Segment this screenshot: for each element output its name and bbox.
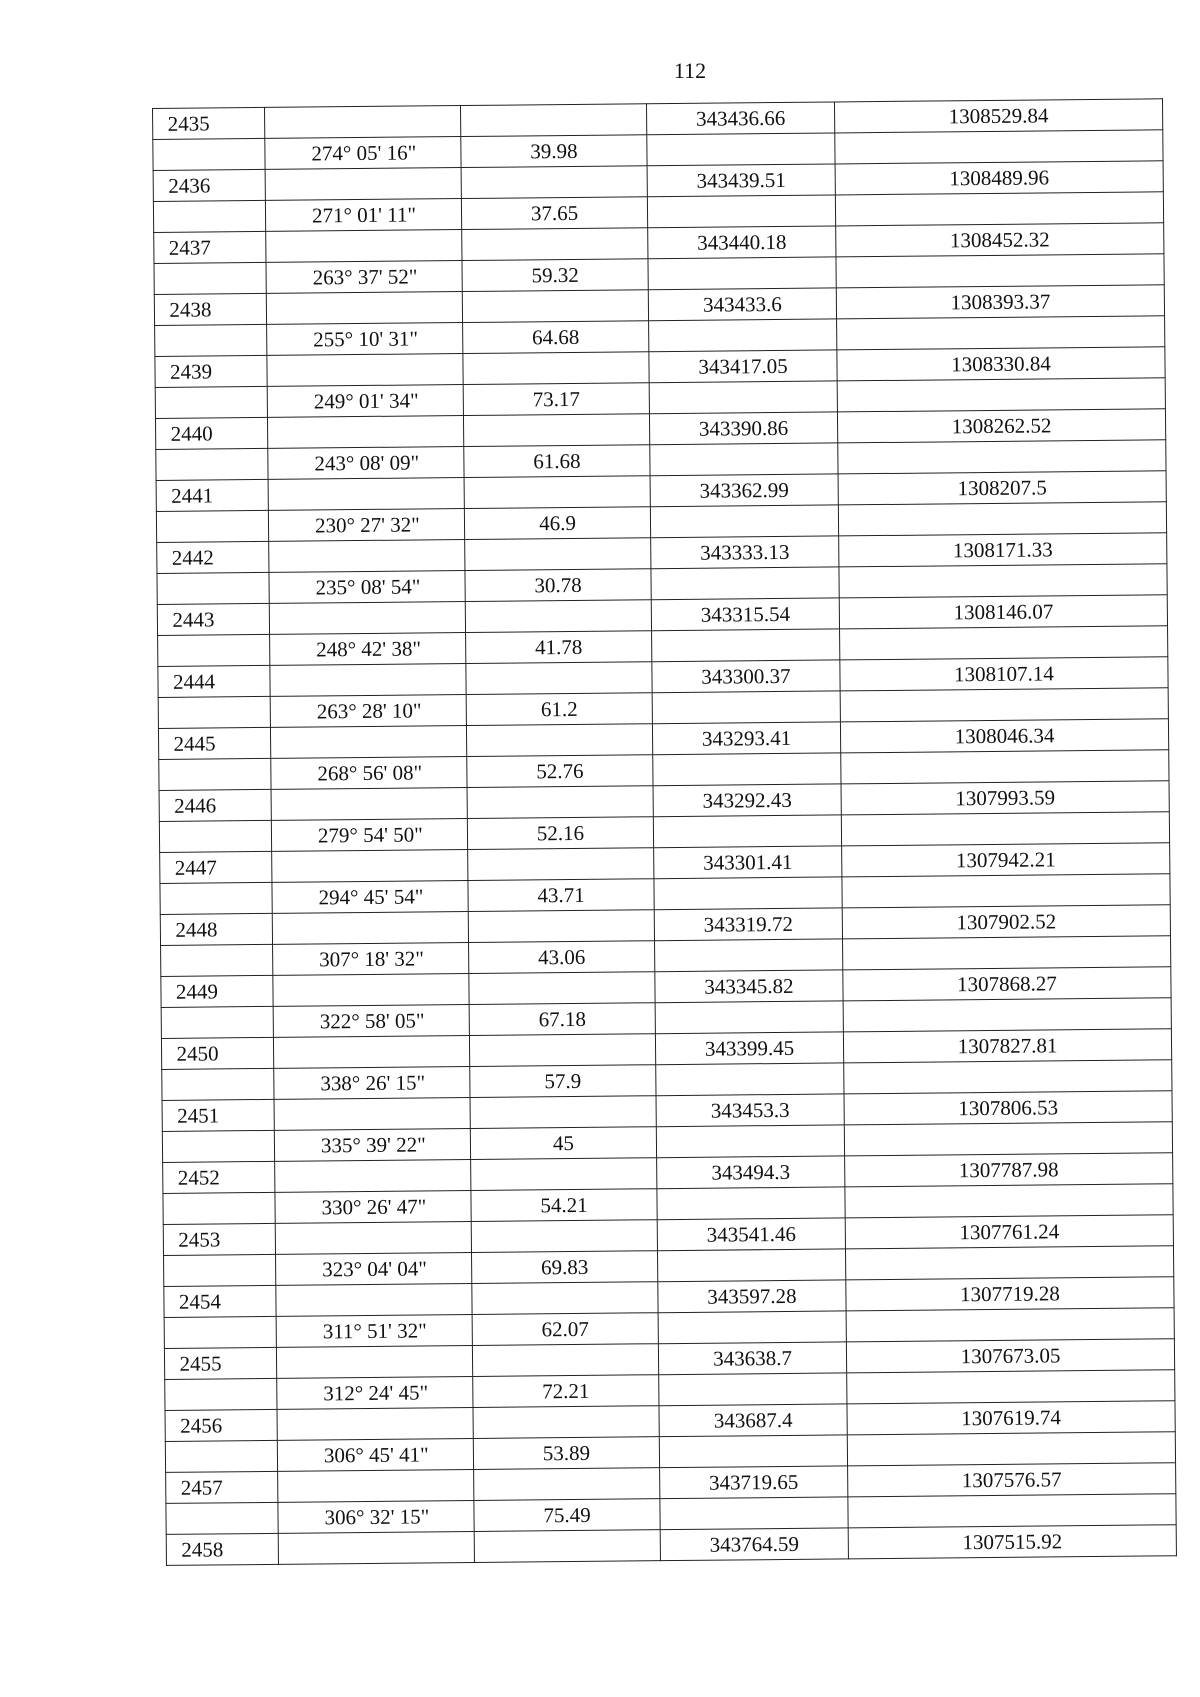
- empty-cell: [161, 1006, 273, 1038]
- empty-cell: [838, 502, 1166, 536]
- empty-cell: [656, 1125, 844, 1158]
- empty-cell: [652, 691, 840, 724]
- bearing-cell: 255° 10' 31": [267, 323, 463, 356]
- empty-cell: [465, 538, 651, 571]
- station-id-cell: 2456: [165, 1409, 277, 1441]
- empty-cell: [657, 1187, 845, 1220]
- easting-cell: 1308489.96: [835, 161, 1163, 195]
- survey-table: [152, 98, 1177, 1566]
- easting-cell: 1307806.53: [844, 1091, 1172, 1125]
- empty-cell: [153, 138, 265, 170]
- station-id-cell: 2445: [158, 727, 270, 759]
- empty-cell: [264, 106, 460, 139]
- empty-cell: [650, 443, 838, 476]
- station-id-cell: 2436: [153, 169, 265, 201]
- northing-cell: 343399.45: [655, 1032, 843, 1065]
- distance-cell: 72.21: [473, 1375, 659, 1408]
- empty-cell: [156, 510, 268, 542]
- empty-cell: [269, 602, 465, 635]
- northing-cell: 343433.6: [648, 288, 836, 321]
- empty-cell: [469, 972, 655, 1005]
- northing-cell: 343345.82: [655, 970, 843, 1003]
- empty-cell: [835, 192, 1163, 226]
- empty-cell: [463, 414, 649, 447]
- empty-cell: [647, 195, 835, 228]
- empty-cell: [656, 1063, 844, 1096]
- empty-cell: [843, 998, 1171, 1032]
- distance-cell: 69.83: [472, 1251, 658, 1284]
- easting-cell: 1308529.84: [834, 99, 1162, 133]
- empty-cell: [837, 378, 1165, 412]
- station-id-cell: 2448: [160, 913, 272, 945]
- empty-cell: [462, 290, 648, 323]
- easting-cell: 1308262.52: [837, 409, 1165, 443]
- empty-cell: [471, 1158, 657, 1191]
- station-id-cell: 2451: [162, 1099, 274, 1131]
- empty-cell: [271, 788, 467, 821]
- distance-cell: 46.9: [464, 507, 650, 540]
- northing-cell: 343719.65: [660, 1466, 848, 1499]
- empty-cell: [847, 1432, 1175, 1466]
- empty-cell: [845, 1184, 1173, 1218]
- easting-cell: 1308393.37: [836, 285, 1164, 319]
- distance-cell: 61.2: [466, 693, 652, 726]
- empty-cell: [842, 874, 1170, 908]
- page-number: 112: [673, 58, 707, 83]
- empty-cell: [272, 912, 468, 945]
- station-id-cell: 2438: [154, 293, 266, 325]
- easting-cell: 1308107.14: [840, 657, 1168, 691]
- empty-cell: [155, 386, 267, 418]
- station-id-cell: 2455: [164, 1347, 276, 1379]
- bearing-cell: 263° 37' 52": [266, 261, 462, 294]
- northing-cell: 343333.13: [651, 536, 839, 569]
- empty-cell: [841, 750, 1169, 784]
- empty-cell: [155, 324, 267, 356]
- empty-cell: [843, 936, 1171, 970]
- empty-cell: [275, 1159, 471, 1192]
- northing-cell: 343319.72: [654, 908, 842, 941]
- easting-cell: 1307576.57: [848, 1463, 1176, 1497]
- empty-cell: [659, 1435, 847, 1468]
- empty-cell: [269, 540, 465, 573]
- survey-table-body: [153, 99, 1177, 1566]
- empty-cell: [651, 567, 839, 600]
- empty-cell: [461, 166, 647, 199]
- empty-cell: [655, 1001, 843, 1034]
- empty-cell: [844, 1060, 1172, 1094]
- station-id-cell: 2444: [158, 665, 270, 697]
- empty-cell: [470, 1096, 656, 1129]
- empty-cell: [267, 354, 463, 387]
- empty-cell: [465, 600, 651, 633]
- station-id-cell: 2446: [159, 789, 271, 821]
- empty-cell: [839, 564, 1167, 598]
- empty-cell: [270, 726, 466, 759]
- northing-cell: 343597.28: [658, 1280, 846, 1313]
- empty-cell: [841, 812, 1169, 846]
- bearing-cell: 323° 04' 04": [276, 1252, 472, 1285]
- easting-cell: 1308207.5: [838, 471, 1166, 505]
- empty-cell: [660, 1497, 848, 1530]
- empty-cell: [463, 352, 649, 385]
- bearing-cell: 235° 08' 54": [269, 571, 465, 604]
- bearing-cell: 335° 39' 22": [274, 1128, 470, 1161]
- empty-cell: [840, 626, 1168, 660]
- empty-cell: [469, 1034, 655, 1067]
- distance-cell: 64.68: [463, 321, 649, 354]
- empty-cell: [158, 634, 270, 666]
- distance-cell: 59.32: [462, 259, 648, 292]
- easting-cell: 1307515.92: [848, 1525, 1176, 1559]
- empty-cell: [270, 664, 466, 697]
- empty-cell: [276, 1283, 472, 1316]
- empty-cell: [655, 939, 843, 972]
- easting-cell: 1308046.34: [840, 719, 1168, 753]
- empty-cell: [840, 688, 1168, 722]
- station-id-cell: 2440: [155, 417, 267, 449]
- empty-cell: [162, 1130, 274, 1162]
- empty-cell: [160, 882, 272, 914]
- bearing-cell: 307° 18' 32": [273, 943, 469, 976]
- distance-cell: 30.78: [465, 569, 651, 602]
- northing-cell: 343541.46: [657, 1218, 845, 1251]
- distance-cell: 41.78: [466, 631, 652, 664]
- empty-cell: [473, 1406, 659, 1439]
- empty-cell: [163, 1192, 275, 1224]
- empty-cell: [153, 200, 265, 232]
- empty-cell: [653, 753, 841, 786]
- empty-cell: [649, 319, 837, 352]
- empty-cell: [462, 228, 648, 261]
- distance-cell: 54.21: [471, 1189, 657, 1222]
- empty-cell: [162, 1068, 274, 1100]
- empty-cell: [657, 1249, 845, 1282]
- station-id-cell: 2437: [154, 231, 266, 263]
- distance-cell: 67.18: [469, 1003, 655, 1036]
- empty-cell: [649, 381, 837, 414]
- northing-cell: 343362.99: [650, 474, 838, 507]
- empty-cell: [466, 724, 652, 757]
- easting-cell: 1307942.21: [842, 843, 1170, 877]
- station-id-cell: 2450: [161, 1037, 273, 1069]
- easting-cell: 1307719.28: [846, 1277, 1174, 1311]
- empty-cell: [844, 1122, 1172, 1156]
- distance-cell: 43.71: [468, 879, 654, 912]
- empty-cell: [273, 973, 469, 1006]
- distance-cell: 37.65: [461, 197, 647, 230]
- empty-cell: [157, 572, 269, 604]
- empty-cell: [650, 505, 838, 538]
- empty-cell: [846, 1308, 1174, 1342]
- easting-cell: 1307902.52: [842, 905, 1170, 939]
- station-id-cell: 2439: [155, 355, 267, 387]
- empty-cell: [164, 1316, 276, 1348]
- bearing-cell: 311° 51' 32": [276, 1314, 472, 1347]
- distance-cell: 61.68: [464, 445, 650, 478]
- empty-cell: [156, 448, 268, 480]
- empty-cell: [468, 848, 654, 881]
- northing-cell: 343436.66: [646, 102, 834, 135]
- northing-cell: 343301.41: [654, 846, 842, 879]
- empty-cell: [158, 696, 270, 728]
- bearing-cell: 306° 32' 15": [278, 1500, 474, 1533]
- empty-cell: [268, 478, 464, 511]
- empty-cell: [837, 316, 1165, 350]
- distance-cell: 52.76: [467, 755, 653, 788]
- northing-cell: 343494.3: [657, 1156, 845, 1189]
- distance-cell: 53.89: [473, 1437, 659, 1470]
- empty-cell: [165, 1378, 277, 1410]
- empty-cell: [460, 104, 646, 137]
- empty-cell: [472, 1344, 658, 1377]
- easting-cell: 1307787.98: [845, 1153, 1173, 1187]
- bearing-cell: 274° 05' 16": [265, 137, 461, 170]
- station-id-cell: 2452: [163, 1161, 275, 1193]
- station-id-cell: 2457: [166, 1471, 278, 1503]
- station-id-cell: 2454: [164, 1285, 276, 1317]
- easting-cell: 1307761.24: [845, 1215, 1173, 1249]
- empty-cell: [159, 820, 271, 852]
- empty-cell: [848, 1494, 1176, 1528]
- northing-cell: 343453.3: [656, 1094, 844, 1127]
- bearing-cell: 268° 56' 08": [271, 757, 467, 790]
- northing-cell: 343417.05: [649, 350, 837, 383]
- empty-cell: [836, 254, 1164, 288]
- northing-cell: 343293.41: [652, 722, 840, 755]
- northing-cell: 343440.18: [648, 226, 836, 259]
- bearing-cell: 312° 24' 45": [277, 1376, 473, 1409]
- northing-cell: 343390.86: [649, 412, 837, 445]
- northing-cell: 343638.7: [658, 1342, 846, 1375]
- empty-cell: [164, 1254, 276, 1286]
- bearing-cell: 306° 45' 41": [277, 1438, 473, 1471]
- empty-cell: [472, 1282, 658, 1315]
- easting-cell: 1307673.05: [846, 1339, 1174, 1373]
- distance-cell: 45: [470, 1127, 656, 1160]
- empty-cell: [166, 1502, 278, 1534]
- empty-cell: [278, 1531, 474, 1564]
- station-id-cell: 2441: [156, 479, 268, 511]
- easting-cell: 1307619.74: [847, 1401, 1175, 1435]
- empty-cell: [658, 1311, 846, 1344]
- empty-cell: [847, 1370, 1175, 1404]
- empty-cell: [648, 257, 836, 290]
- empty-cell: [468, 910, 654, 943]
- bearing-cell: 230° 27' 32": [268, 509, 464, 542]
- empty-cell: [276, 1345, 472, 1378]
- empty-cell: [272, 850, 468, 883]
- northing-cell: 343292.43: [653, 784, 841, 817]
- easting-cell: 1307868.27: [843, 967, 1171, 1001]
- empty-cell: [159, 758, 271, 790]
- empty-cell: [652, 629, 840, 662]
- empty-cell: [466, 662, 652, 695]
- station-id-cell: 2453: [163, 1223, 275, 1255]
- empty-cell: [654, 877, 842, 910]
- bearing-cell: 243° 08' 09": [268, 447, 464, 480]
- distance-cell: 39.98: [461, 135, 647, 168]
- bearing-cell: 248° 42' 38": [270, 633, 466, 666]
- bearing-cell: 249° 01' 34": [267, 385, 463, 418]
- empty-cell: [275, 1221, 471, 1254]
- empty-cell: [273, 1035, 469, 1068]
- easting-cell: 1308171.33: [839, 533, 1167, 567]
- northing-cell: 343687.4: [659, 1404, 847, 1437]
- bearing-cell: 271° 01' 11": [265, 199, 461, 232]
- empty-cell: [161, 944, 273, 976]
- empty-cell: [154, 262, 266, 294]
- bearing-cell: 338° 26' 15": [274, 1066, 470, 1099]
- empty-cell: [653, 815, 841, 848]
- easting-cell: 1308330.84: [837, 347, 1165, 381]
- distance-cell: 57.9: [470, 1065, 656, 1098]
- empty-cell: [274, 1097, 470, 1130]
- empty-cell: [471, 1220, 657, 1253]
- empty-cell: [474, 1530, 660, 1563]
- bearing-cell: 279° 54' 50": [271, 819, 467, 852]
- station-id-cell: 2443: [157, 603, 269, 635]
- bearing-cell: 322° 58' 05": [273, 1004, 469, 1037]
- empty-cell: [845, 1246, 1173, 1280]
- northing-cell: 343300.37: [652, 660, 840, 693]
- northing-cell: 343764.59: [660, 1528, 848, 1561]
- empty-cell: [659, 1373, 847, 1406]
- empty-cell: [278, 1469, 474, 1502]
- bearing-cell: 263° 28' 10": [270, 695, 466, 728]
- distance-cell: 75.49: [474, 1499, 660, 1532]
- easting-cell: 1307993.59: [841, 781, 1169, 815]
- station-id-cell: 2458: [166, 1533, 278, 1565]
- distance-cell: 52.16: [467, 817, 653, 850]
- station-id-cell: 2449: [161, 975, 273, 1007]
- empty-cell: [647, 133, 835, 166]
- station-id-cell: 2447: [160, 851, 272, 883]
- empty-cell: [464, 476, 650, 509]
- empty-cell: [277, 1407, 473, 1440]
- easting-cell: 1308452.32: [836, 223, 1164, 257]
- station-id-cell: 2442: [157, 541, 269, 573]
- empty-cell: [266, 292, 462, 325]
- distance-cell: 73.17: [463, 383, 649, 416]
- distance-cell: 62.07: [472, 1313, 658, 1346]
- empty-cell: [835, 130, 1163, 164]
- easting-cell: 1308146.07: [839, 595, 1167, 629]
- northing-cell: 343315.54: [651, 598, 839, 631]
- station-id-cell: 2435: [153, 107, 265, 139]
- northing-cell: 343439.51: [647, 164, 835, 197]
- empty-cell: [165, 1440, 277, 1472]
- empty-cell: [467, 786, 653, 819]
- empty-cell: [474, 1468, 660, 1501]
- empty-cell: [266, 230, 462, 263]
- empty-cell: [838, 440, 1166, 474]
- bearing-cell: 294° 45' 54": [272, 881, 468, 914]
- bearing-cell: 330° 26' 47": [275, 1190, 471, 1223]
- distance-cell: 43.06: [469, 941, 655, 974]
- empty-cell: [265, 168, 461, 201]
- empty-cell: [267, 416, 463, 449]
- easting-cell: 1307827.81: [843, 1029, 1171, 1063]
